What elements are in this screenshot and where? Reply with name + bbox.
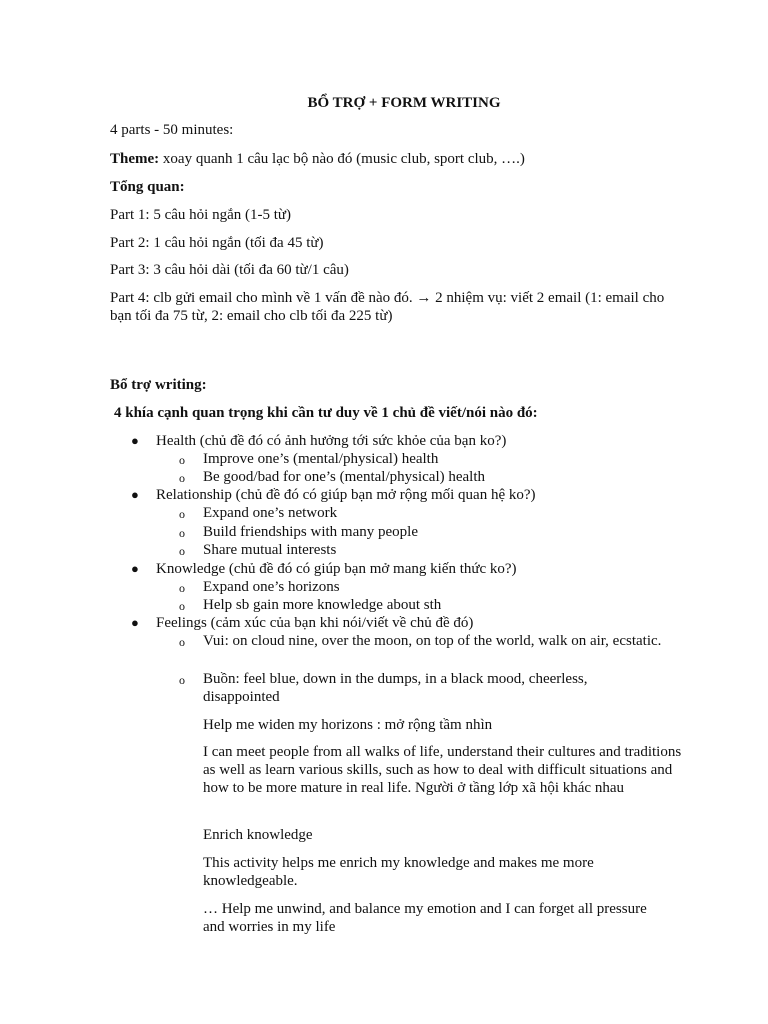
part-item: Part 1: 5 câu hỏi ngắn (1-5 từ) [110,207,292,223]
sub-item: Help sb gain more knowledge about sth [203,597,442,613]
note-paragraph: I can meet people from all walks of life, understand their cultures and traditions as well as learn various skills, such as how to deal with difficult situations and how to be more mature in real life. Người ở tầng lớp xã hội khác nhau [203,744,682,796]
support-heading: Bổ trợ writing: [110,377,207,393]
sub-item: Expand one’s network [203,505,338,521]
bullet-relationship: Relationship (chủ đề đó có giúp bạn mở rộng mối quan hệ ko?) [156,487,536,503]
aspects-heading: 4 khía cạnh quan trọng khi cần tư duy về 1 chủ đề viết/nói nào đó: [114,405,538,421]
bullet-knowledge: Knowledge (chủ đề đó có giúp bạn mở mang kiến thức ko?) [156,561,517,577]
bullet-feelings: Feelings (cảm xúc của bạn khi nói/viết về chủ đề đó) [156,615,474,631]
part-item: Part 2: 1 câu hỏi ngắn (tối đa 45 từ) [110,235,324,251]
hollow-circle-bullet-icon: o [179,544,185,558]
theme-text: xoay quanh 1 câu lạc bộ nào đó (music club, sport club, ….) [159,151,525,167]
hollow-circle-bullet-icon: o [179,507,185,521]
overview-heading: Tổng quan: [110,179,185,195]
part-item: Part 3: 3 câu hỏi dài (tối đa 60 từ/1 câu) [110,262,349,278]
hollow-circle-bullet-icon: o [179,453,185,467]
sub-item: Vui: on cloud nine, over the moon, on top of the world, walk on air, ecstatic. [203,633,662,649]
duration-text: 4 parts - 50 minutes: [110,122,234,138]
sub-item: Improve one’s (mental/physical) health [203,451,439,467]
hollow-circle-bullet-icon: o [179,471,185,485]
hollow-circle-bullet-icon: o [179,581,185,595]
hollow-circle-bullet-icon: o [179,673,185,687]
part-item: Part 4: clb gửi email cho mình về 1 vấn đề nào đó. → 2 nhiệm vụ: viết 2 email (1: email cho bạn tối đa 75 từ, 2: email cho clb tối đa 225 từ) [110,290,665,324]
bullet-health: Health (chủ đề đó có ảnh hưởng tới sức khỏe của bạn ko?) [156,433,507,449]
filled-circle-bullet-icon: ● [131,433,139,448]
sub-item: Expand one’s horizons [203,579,340,595]
hollow-circle-bullet-icon: o [179,635,185,649]
note-paragraph: This activity helps me enrich my knowledge and makes me more knowledgeable. [203,855,594,889]
filled-circle-bullet-icon: ● [131,615,139,630]
hollow-circle-bullet-icon: o [179,599,185,613]
filled-circle-bullet-icon: ● [131,561,139,576]
note-paragraph: Help me widen my horizons : mở rộng tầm nhìn [203,717,493,733]
sub-item: Build friendships with many people [203,524,418,540]
theme-label: Theme: [110,151,160,167]
document-title: BỔ TRỢ + FORM WRITING [307,95,501,111]
note-paragraph: … Help me unwind, and balance my emotion and I can forget all pressure and worries in my life [203,901,647,935]
hollow-circle-bullet-icon: o [179,526,185,540]
sub-item: Buồn: feel blue, down in the dumps, in a black mood, cheerless, disappointed [203,671,588,705]
sub-item: Share mutual interests [203,542,337,558]
theme-line [110,150,525,168]
sub-item: Be good/bad for one’s (mental/physical) health [203,469,486,485]
filled-circle-bullet-icon: ● [131,487,139,502]
note-paragraph: Enrich knowledge [203,827,313,843]
